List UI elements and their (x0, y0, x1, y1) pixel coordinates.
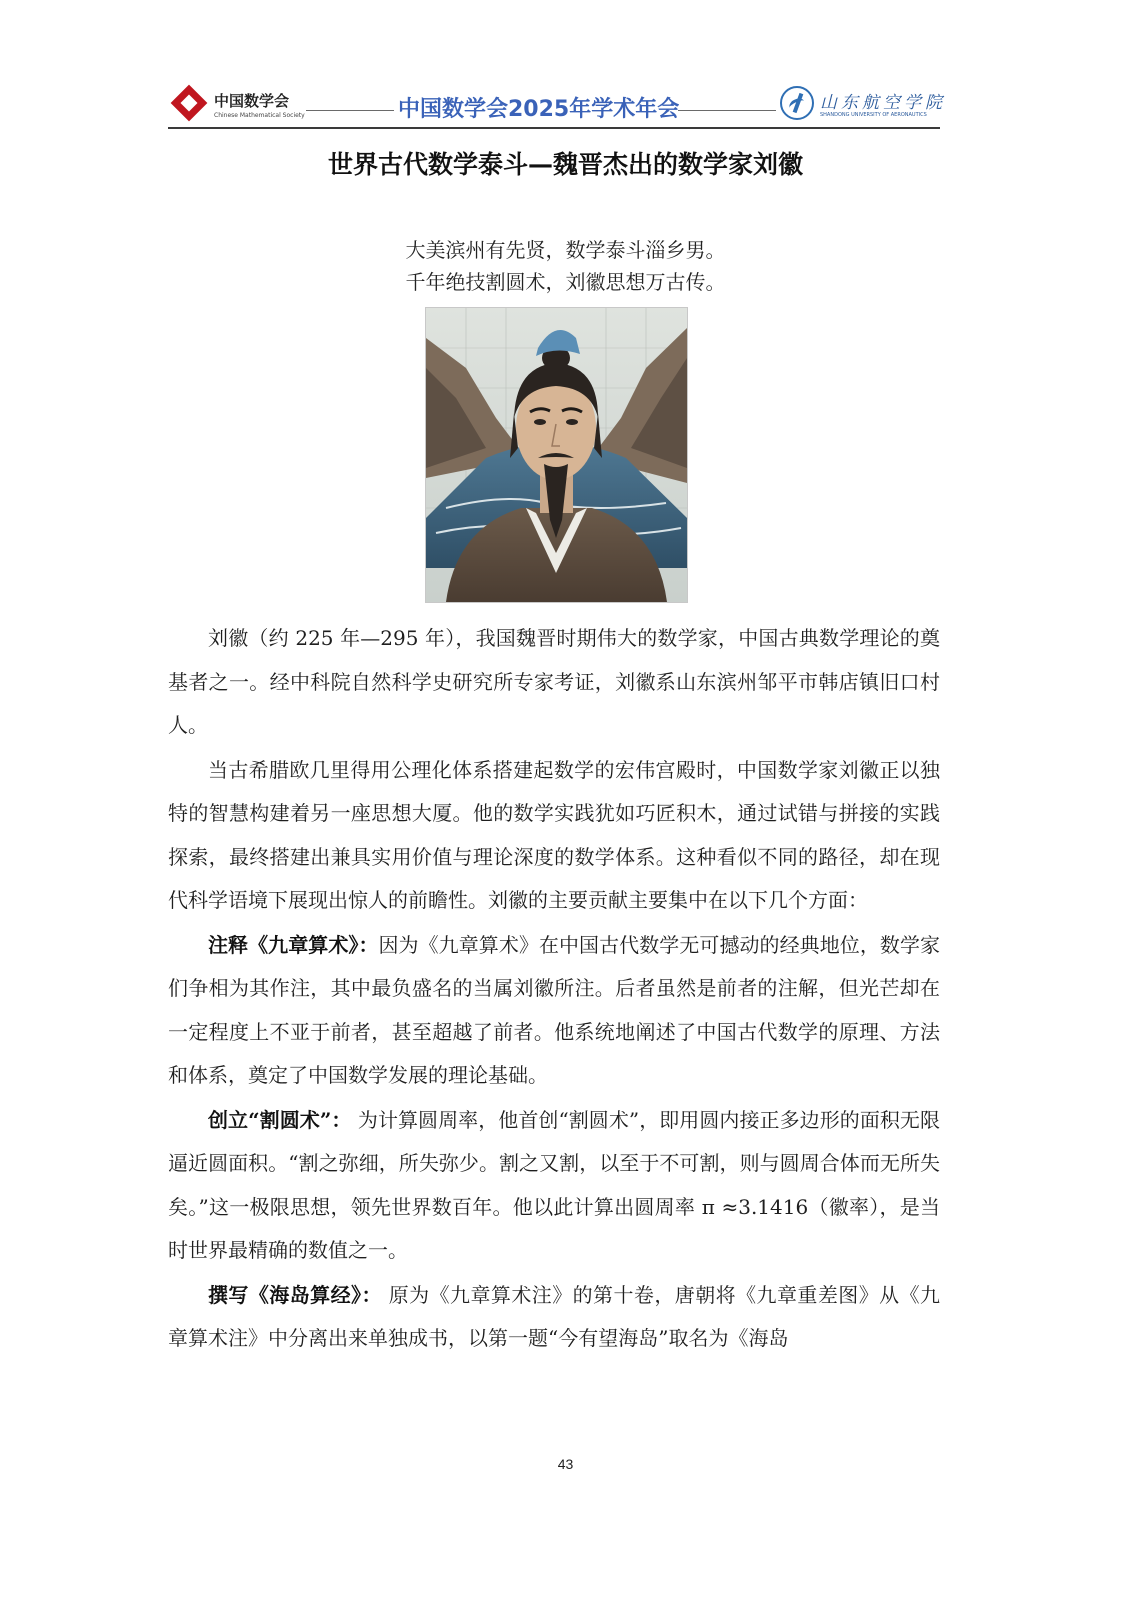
paragraph-text: 原为《九章算术注》的第十卷，唐朝将《九章重差图》从《九章算术注》中分离出来单独成书，以第一题“今有望海岛”取名为《海岛 (168, 1282, 941, 1350)
sua-logo-name: 山东航空学院 (820, 93, 946, 113)
liu-hui-portrait (425, 307, 688, 603)
paragraph (168, 1274, 940, 1361)
article-body (168, 617, 940, 1361)
paragraph (168, 617, 940, 748)
paragraph-heading: 创立“割圆术”： (208, 1107, 352, 1132)
header-rule-left (306, 110, 394, 111)
poem-line: 大美滨州有先贤，数学泰斗淄乡男。 (405, 238, 726, 262)
cms-logo (176, 88, 305, 124)
paragraph (168, 924, 940, 1098)
paragraph-text: 当古希腊欧几里得用公理化体系搭建起数学的宏伟宫殿时，中国数学家刘徽正以独特的智慧构建着另一座思想大厦。他的数学实践犹如巧匠积木，通过试错与拼接的实践探索，最终搭建出兼具实用价值与理论深度的数学体系。这种看似不同的路径，却在现代科学语境下展现出惊人的前瞻性。刘徽的主要贡献主要集中在以下几个方面： (168, 757, 940, 912)
paragraph-heading: 撰写《海岛算经》： (208, 1282, 382, 1307)
cms-logo-name: 中国数学会 (214, 92, 290, 110)
poem-line: 千年绝技割圆术，刘徽思想万古传。 (405, 270, 726, 294)
page-number: 43 (557, 1456, 574, 1472)
article-title: 世界古代数学泰斗—魏晋杰出的数学家刘徽 (327, 150, 803, 179)
paragraph (168, 749, 940, 923)
header-rule-right (678, 110, 776, 111)
paragraph-text: 刘徽（约 225 年—295 年），我国魏晋时期伟大的数学家，中国古典数学理论的奠基者之一。经中科院自然科学史研究所专家考证，刘徽系山东滨州邹平市韩店镇旧口村人。 (168, 626, 940, 737)
header-divider (168, 127, 940, 129)
page-header (168, 78, 950, 130)
conference-title: 中国数学会2025年学术年会 (398, 97, 680, 122)
paragraph-text: 因为《九章算术》在中国古代数学无可撼动的经典地位，数学家们争相为其作注，其中最负盛名的当属刘徽所注。后者虽然是前者的注解，但光芒却在一定程度上不亚于前者，甚至超越了前者。他系统地阐述了中国古代数学的原理、方法和体系，奠定了中国数学发展的理论基础。 (168, 932, 940, 1087)
sua-emblem-icon (780, 86, 814, 120)
sua-logo (780, 86, 950, 124)
cms-logo-english: Chinese Mathematical Society (214, 112, 305, 119)
sua-logo-english: SHANDONG UNIVERSITY OF AERONAUTICS (820, 112, 927, 118)
paragraph-text: 为计算圆周率，他首创“割圆术”，即用圆内接正多边形的面积无限逼近圆面积。“割之弥细，所失弥少。割之又割，以至于不可割，则与圆周合体而无所失矣。”这一极限思想，领先世界数百年。他以此计算出圆周率 π ≈3.1416（徽率），是当时世界最精确的数值之一。 (168, 1107, 940, 1262)
cms-diamond-icon (171, 85, 208, 122)
paragraph-heading: 注释《九章算术》： (208, 932, 379, 957)
portrait-illustration (426, 308, 687, 602)
paragraph (168, 1099, 940, 1273)
